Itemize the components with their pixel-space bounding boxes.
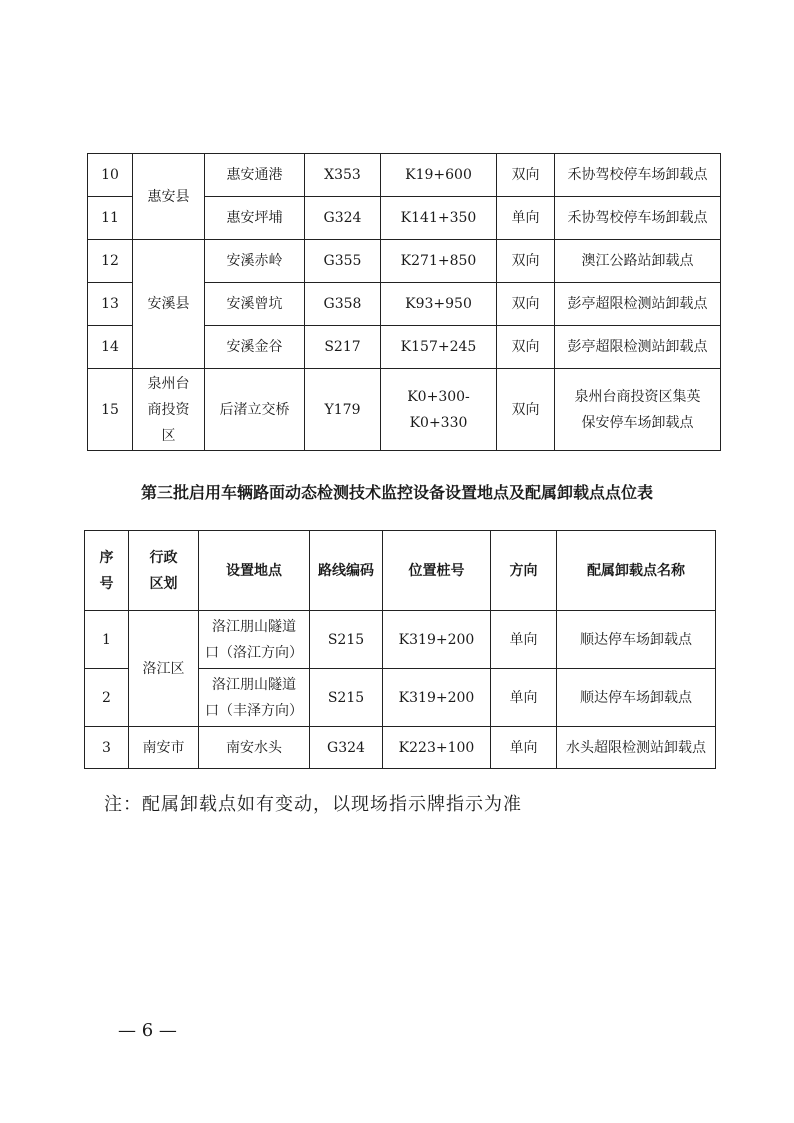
direction-cell: 双向 [497, 154, 555, 197]
route-cell: Y179 [305, 369, 381, 451]
place-cell: 安溪金谷 [205, 326, 305, 369]
route-cell: G324 [310, 727, 383, 769]
place-line: 洛江朋山隧道 [212, 676, 296, 693]
region-cell [133, 369, 205, 451]
region-cell: 洛江区 [129, 611, 199, 727]
table-title: 第三批启用车辆路面动态检测技术监控设备设置地点及配属卸载点点位表 [140, 483, 653, 502]
place-cell: 后渚立交桥 [205, 369, 305, 451]
table-row [88, 240, 721, 283]
stake-cell: K93+950 [381, 283, 497, 326]
header-line: 序 [99, 549, 114, 566]
row-number: 10 [88, 154, 133, 197]
direction-cell: 双向 [497, 326, 555, 369]
unload-point-cell: 彭亭超限检测站卸载点 [555, 283, 721, 326]
place-line: 口（丰泽方向） [205, 702, 303, 719]
place-cell [199, 611, 310, 669]
route-cell: S215 [310, 669, 383, 727]
direction-cell: 单向 [491, 669, 557, 727]
row-number: 13 [88, 283, 133, 326]
region-cell: 南安市 [129, 727, 199, 769]
place-line: 口（洛江方向） [205, 644, 303, 661]
page-number: — 6 — [118, 1020, 177, 1041]
unload-point-cell: 澳江公路站卸载点 [555, 240, 721, 283]
table-header-row [85, 531, 716, 611]
row-number: 12 [88, 240, 133, 283]
region-line: 泉州台 [147, 375, 190, 392]
route-cell: G355 [305, 240, 381, 283]
place-cell: 惠安通港 [205, 154, 305, 197]
route-cell: X353 [305, 154, 381, 197]
region-cell: 安溪县 [133, 240, 205, 369]
unload-point-cell: 彭亭超限检测站卸载点 [555, 326, 721, 369]
route-cell: G324 [305, 197, 381, 240]
table-row [85, 727, 716, 769]
place-cell [199, 669, 310, 727]
stake-cell: K157+245 [381, 326, 497, 369]
unload-point-cell [555, 369, 721, 451]
unload-point-cell: 禾协驾校停车场卸载点 [555, 197, 721, 240]
header-line: 号 [99, 575, 114, 592]
row-number: 14 [88, 326, 133, 369]
row-number: 11 [88, 197, 133, 240]
direction-cell: 单向 [497, 197, 555, 240]
continued-table [87, 153, 721, 451]
direction-cell: 单向 [491, 727, 557, 769]
direction-cell: 双向 [497, 240, 555, 283]
header-no [85, 531, 129, 611]
region-line: 区 [161, 427, 176, 444]
table-row [88, 369, 721, 451]
header-region [129, 531, 199, 611]
header-direction: 方向 [491, 531, 557, 611]
place-cell: 惠安坪埔 [205, 197, 305, 240]
header-line: 行政 [149, 549, 178, 566]
place-cell: 安溪赤岭 [205, 240, 305, 283]
direction-cell: 单向 [491, 611, 557, 669]
footnote: 注：配属卸载点如有变动，以现场指示牌指示为准 [104, 794, 522, 815]
region-line: 商投资 [147, 401, 190, 418]
header-line: 区划 [149, 575, 178, 592]
header-stake: 位置桩号 [383, 531, 491, 611]
row-number: 2 [85, 669, 129, 727]
stake-cell: K223+100 [383, 727, 491, 769]
stake-cell: K319+200 [383, 669, 491, 727]
place-cell: 南安水头 [199, 727, 310, 769]
row-number: 1 [85, 611, 129, 669]
table-row [88, 154, 721, 197]
third-batch-table [84, 530, 716, 769]
header-place: 设置地点 [199, 531, 310, 611]
region-cell: 惠安县 [133, 154, 205, 240]
place-cell: 安溪曾坑 [205, 283, 305, 326]
unload-point-line: 泉州台商投资区集英 [574, 388, 701, 405]
route-cell: S217 [305, 326, 381, 369]
place-line: 洛江朋山隧道 [212, 618, 296, 635]
unload-point-cell: 禾协驾校停车场卸载点 [555, 154, 721, 197]
direction-cell: 双向 [497, 369, 555, 451]
stake-cell: K141+350 [381, 197, 497, 240]
unload-point-cell: 水头超限检测站卸载点 [557, 727, 716, 769]
direction-cell: 双向 [497, 283, 555, 326]
stake-cell: K19+600 [381, 154, 497, 197]
unload-point-cell: 顺达停车场卸载点 [557, 669, 716, 727]
stake-cell: K0+300-K0+330 [381, 369, 497, 451]
header-route: 路线编码 [310, 531, 383, 611]
header-unload-point: 配属卸载点名称 [557, 531, 716, 611]
route-cell: S215 [310, 611, 383, 669]
row-number: 3 [85, 727, 129, 769]
stake-cell: K271+850 [381, 240, 497, 283]
unload-point-line: 保安停车场卸载点 [581, 414, 694, 431]
route-cell: G358 [305, 283, 381, 326]
row-number: 15 [88, 369, 133, 451]
unload-point-cell: 顺达停车场卸载点 [557, 611, 716, 669]
stake-cell: K319+200 [383, 611, 491, 669]
table-row [85, 611, 716, 669]
